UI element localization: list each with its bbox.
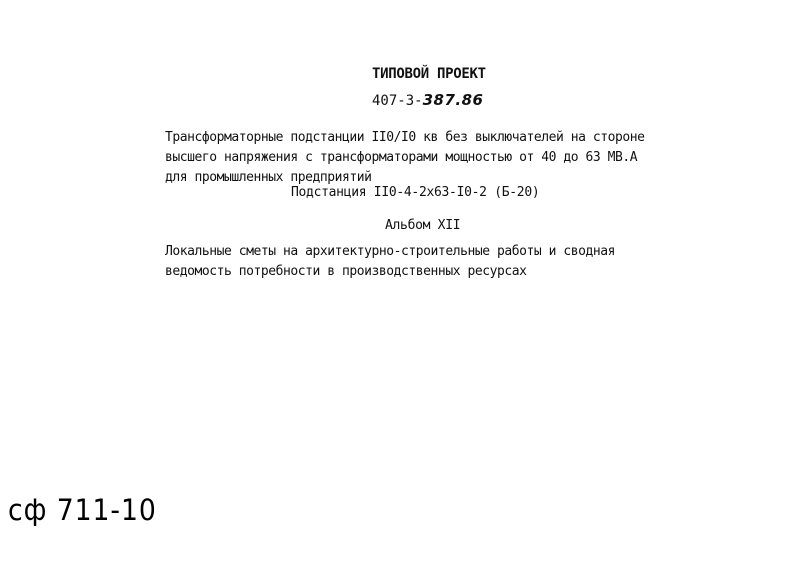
document-heading: ТИПОВОЙ ПРОЕКТ — [372, 66, 486, 82]
project-code — [372, 91, 483, 109]
album-label: Альбом XII — [385, 218, 461, 233]
project-title — [165, 128, 644, 188]
title-line: для промышленных предприятий — [165, 170, 372, 185]
description-line: Локальные сметы на архитектурно-строительные работы и сводная — [165, 244, 615, 259]
description-line: ведомость потребности в производственных ресурсах — [165, 264, 527, 279]
substation-name: Подстанция II0-4-2x63-I0-2 (Б-20) — [291, 185, 540, 200]
project-code-printed: 407-3- — [372, 93, 423, 109]
title-line: высшего напряжения с трансформаторами мощностью от 40 до 63 МВ.А — [165, 150, 638, 165]
handwritten-stamp: сф 711-10 — [8, 493, 157, 527]
project-code-handwritten: 387.86 — [422, 91, 484, 109]
title-line: Трансформаторные подстанции II0/I0 кв без выключателей на стороне — [165, 130, 645, 145]
album-description — [165, 242, 615, 282]
